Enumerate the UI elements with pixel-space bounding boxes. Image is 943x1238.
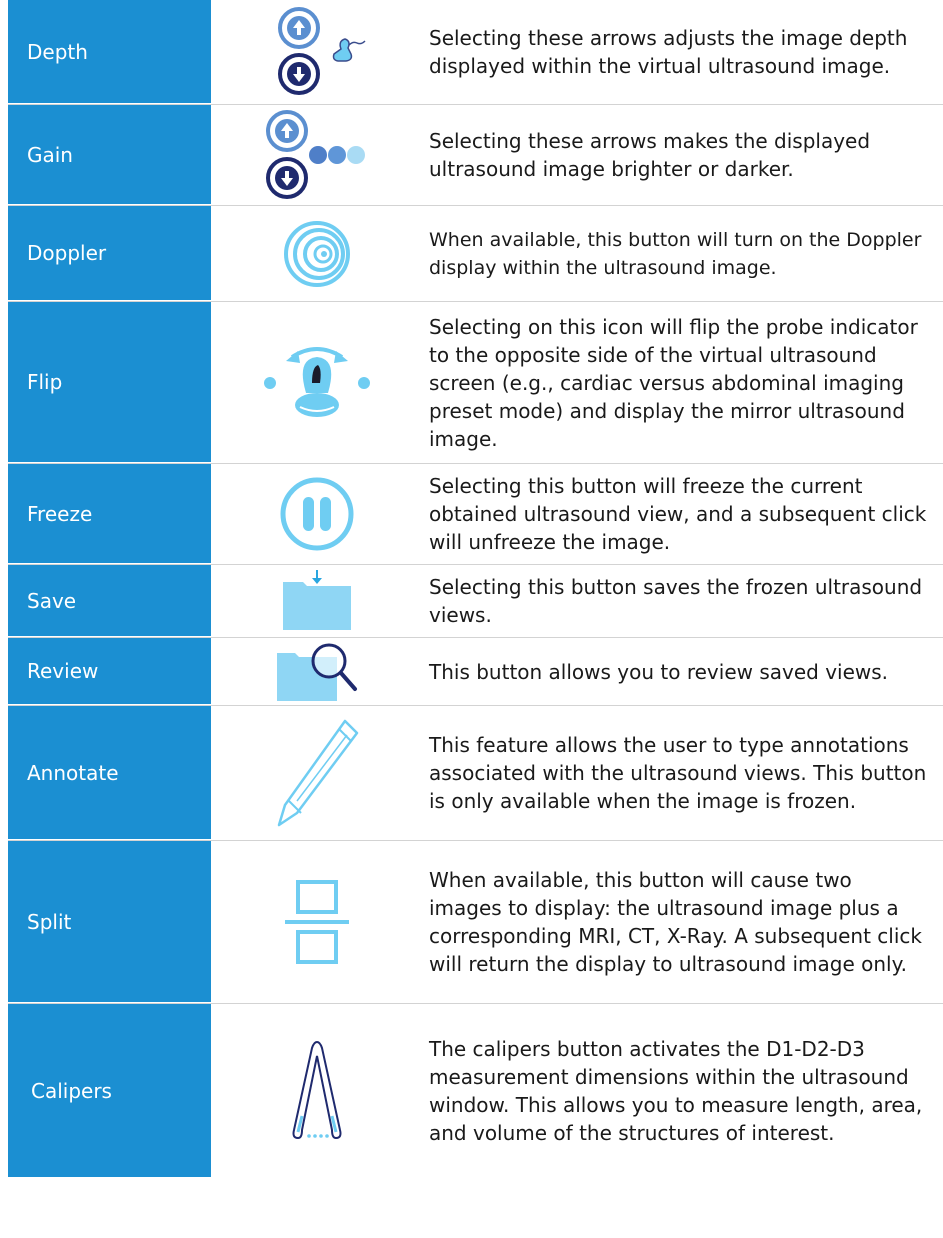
row-label: Gain: [8, 105, 211, 205]
save-folder-icon: [277, 568, 357, 634]
table-row: [8, 1004, 943, 1177]
table-row: [8, 464, 943, 565]
save-icon-cell: [211, 565, 423, 637]
table-row: [8, 841, 943, 1004]
table-row: [8, 302, 943, 464]
row-label: Annotate: [8, 706, 211, 840]
split-icon-cell: [211, 841, 423, 1003]
row-label: Freeze: [8, 464, 211, 564]
gain-arrows-dots-icon: [257, 108, 377, 202]
row-label: Review: [8, 638, 211, 705]
row-description: When available, this button will cause two images to display: the ultrasound image plus a corresponding MRI, CT, X-Ray. A subsequent click will return the display to ultrasound image only.: [429, 868, 922, 976]
row-label: Save: [8, 565, 211, 637]
annotate-icon-cell: [211, 706, 423, 840]
table-row: [8, 105, 943, 206]
table-row: [8, 0, 943, 105]
row-description: Selecting on this icon will flip the probe indicator to the opposite side of the virtual ultrasound screen (e.g., cardiac versus abdominal imaging preset mode) and display the mirror ultrasound image.: [429, 314, 918, 451]
row-description: Selecting these arrows adjusts the image depth displayed within the virtual ultrasound image.: [429, 26, 908, 78]
calipers-icon: [282, 1036, 352, 1146]
table-row: [8, 706, 943, 841]
table-row: [8, 638, 943, 706]
row-description: This feature allows the user to type annotations associated with the ultrasound views. This button is only available when the image is frozen.: [429, 733, 927, 813]
review-folder-magnifier-icon: [271, 639, 363, 705]
row-label: Calipers: [8, 1004, 211, 1177]
row-description: Selecting this button saves the frozen ultrasound views.: [429, 575, 923, 627]
depth-icon-cell: [211, 0, 423, 104]
doppler-icon-cell: [211, 206, 423, 301]
split-screen-icon: [277, 872, 357, 972]
table-row: [8, 206, 943, 302]
gain-icon-cell: [211, 105, 423, 205]
row-label: Split: [8, 841, 211, 1003]
row-description: When available, this button will turn on the Doppler display within the ultrasound image.: [429, 228, 922, 279]
row-description: Selecting these arrows makes the displayed ultrasound image brighter or darker.: [429, 129, 871, 181]
row-description: The calipers button activates the D1-D2-D3 measurement dimensions within the ultrasound window. This allows you to measure length, area, and volume of the structures of interest.: [429, 1036, 923, 1145]
review-icon-cell: [211, 638, 423, 705]
row-label: Flip: [8, 302, 211, 463]
freeze-icon-cell: [211, 464, 423, 564]
doppler-rings-icon: [277, 214, 357, 294]
pause-icon: [277, 474, 357, 554]
row-description: This button allows you to review saved views.: [429, 659, 889, 684]
row-label: Depth: [8, 0, 211, 104]
calipers-icon-cell: [211, 1004, 423, 1177]
row-label: Doppler: [8, 206, 211, 301]
controls-table: [8, 0, 943, 1177]
flip-probe-icon: [252, 333, 382, 433]
pencil-icon: [267, 713, 367, 833]
flip-icon-cell: [211, 302, 423, 463]
depth-arrows-probe-icon: [257, 5, 377, 99]
row-description: Selecting this button will freeze the current obtained ultrasound view, and a subsequent click will unfreeze the image.: [429, 474, 927, 554]
table-row: [8, 565, 943, 638]
